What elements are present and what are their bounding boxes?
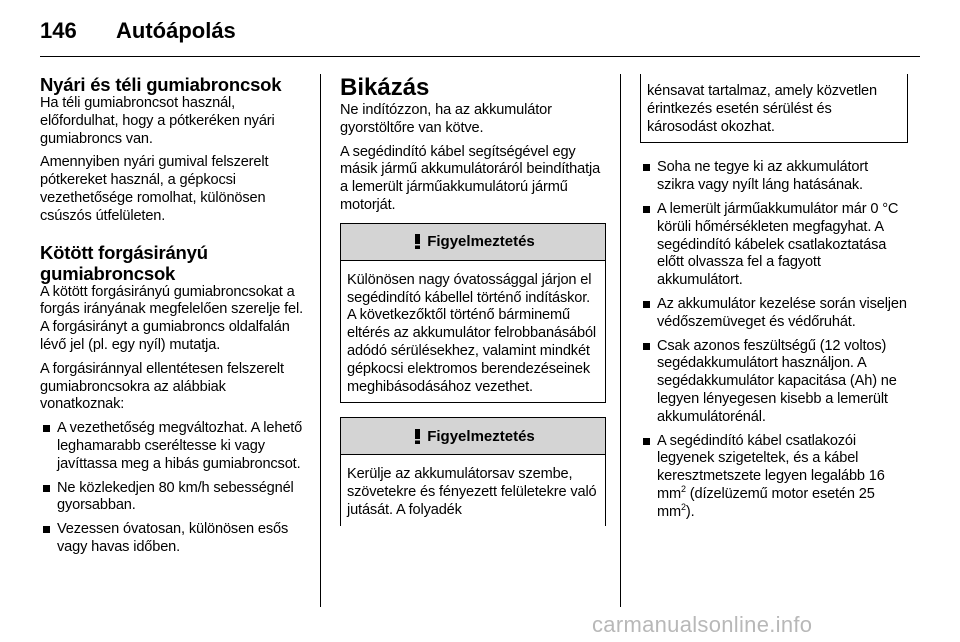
list-item [640,159,908,195]
watermark: carmanualsonline.info [592,612,813,637]
paragraph: Ha téli gumiabroncsot használ, előfordulhat, hogy a pótkeréken nyári gumiabroncs van. [40,95,275,147]
warning-text: kénsavat tartalmaz, amely közvetlen érintkezés esetén sérülést és károsodást okozhat. [647,83,877,135]
warning-box [340,417,606,525]
list-item-text: Ne közlekedjen 80 km/h sebességnél gyorsabban. [57,479,294,514]
paragraph: Amennyiben nyári gumival felszerelt pótkereket használ, a gépkocsi vezethetősége romolhat, különösen csúszós útfelületen. [40,154,269,224]
list-item-text: A lemerült járműakkumulátor már 0 °C körüli hőmérsékleten megfagyhat. A segédindító kábelek csatlakoztatása előtt olvassza fel a fagyott akkumulátort. [657,200,899,289]
chapter-title: Autóápolás [116,18,236,43]
warning-body [341,455,605,525]
warning-text: Kerülje az akkumulátorsav szembe, szövetekre és fényezett felületekre való jutását. A folyadék [347,466,597,518]
warning-exclamation-icon [411,234,424,249]
paragraph: A forgásiránnyal ellentétesen felszerelt gumiabroncsokra az alábbiak vonatkoznak: [40,360,284,413]
heading-line: gumiabroncsok [40,262,176,284]
warning-text: Különösen nagy óvatossággal járjon el segédindító kábellel történő indításkor. A következőktől történő bárminemű eltérés az akkumulátor felrobbanásából adódó sérülésekhez, valamint mindkét gépkocsi elektromos berendezéseinek meghibásodásához vezethet. [347,271,597,395]
superscript: 2 [681,501,686,512]
column-right [640,74,908,528]
column-left [40,74,306,563]
bullet-square-icon [643,301,650,308]
list-item [640,433,908,522]
list-item-text: Csak azonos feszültségű (12 voltos) segédakkumulátort használjon. A segédakkumulátor kapacitása (Ah) ne legyen lényegesen kisebb a lemerült akkumulátorénál. [657,337,897,425]
section-heading-jump-start: Bikázás [340,74,430,101]
list-item-text: A vezethetőség megváltozhat. A lehető leghamarabb cseréltesse ki vagy javíttassa meg a hibás gumiabroncsot. [57,420,303,472]
superscript: 2 [681,484,686,495]
column-middle [340,74,606,536]
list-item [640,338,908,427]
list-item [640,296,908,332]
list-item [40,480,306,516]
paragraph: A segédindító kábel segítségével egy másik jármű akkumulátoráról beindíthatja a lemerült járműakkumulátorú jármű motorját. [340,143,601,213]
paragraph: Ne indítózzon, ha az akkumulátor gyorstöltőre van kötve. [340,102,552,136]
column-divider [620,74,621,607]
section-heading-directional-tyres [40,242,306,284]
header-rule [40,56,920,57]
paragraph: A kötött forgásirányú gumiabroncsokat a forgás irányának megfelelően szerelje fel. A forgásirányt a gumiabroncs oldalfalán lévő jel (pl. egy nyíl) mutatja. [40,283,304,353]
section-heading-summer-winter-tyres: Nyári és téli gumiabroncsok [40,74,282,95]
bullet-list [640,159,908,521]
list-item-text: Vezessen óvatosan, különösen esős vagy havas időben. [57,521,289,555]
list-item-text: (dízelüzemű motor esetén 25 mm [657,485,875,520]
warning-title: Figyelmeztetés [427,233,535,251]
warning-body [341,261,605,403]
list-item-text: ). [685,503,695,520]
warning-box [340,223,606,404]
bullet-square-icon [643,206,650,213]
column-divider [320,74,321,607]
list-item-text: Soha ne tegye ki az akkumulátort szikra vagy nyílt láng hatásának. [657,159,868,194]
bullet-square-icon [643,164,650,171]
page-header [40,14,920,50]
list-item [40,521,306,557]
heading-line: Kötött forgásirányú [40,241,208,263]
warning-title: Figyelmeztetés [427,427,535,445]
bullet-square-icon [43,425,50,432]
list-item [40,420,306,473]
bullet-square-icon [643,343,650,350]
bullet-square-icon [43,526,50,533]
list-item-text: A segédindító kábel csatlakozói legyenek szigeteltek, és a kábel keresztmetszete legyen legalább 16 mm [657,432,885,502]
warning-header [341,224,605,261]
warning-exclamation-icon [411,429,424,444]
warning-header [341,418,605,455]
list-item [640,201,908,290]
warning-box-continued [640,74,908,143]
bullet-square-icon [43,485,50,492]
list-item-text: Az akkumulátor kezelése során viseljen védőszemüveget és védőruhát. [657,295,907,330]
page-number: 146 [40,18,77,43]
bullet-list [40,420,306,557]
bullet-square-icon [643,438,650,445]
